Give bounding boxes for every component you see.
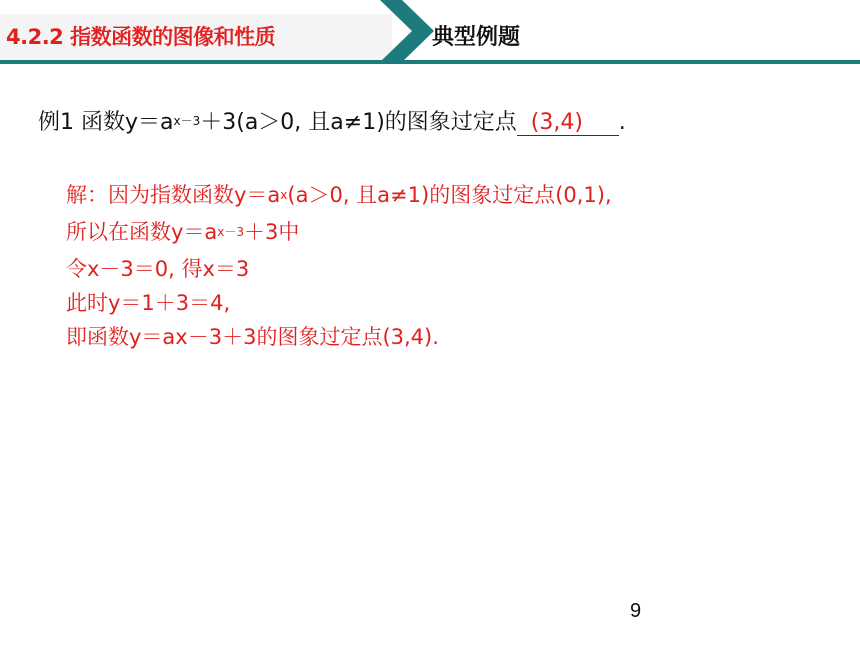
answer-blank: (3,4) — [517, 111, 619, 136]
question-suffix: . — [618, 110, 626, 135]
solution-line-4: 此时y＝1＋3＝4, — [66, 291, 231, 315]
section-title: 4.2.2 指数函数的图像和性质 — [6, 25, 276, 49]
question-exponent: x－3 — [173, 114, 201, 128]
question-middle: ＋3(a＞0, 且a≠1)的图象过定点 — [200, 110, 517, 135]
header-rule — [0, 60, 860, 64]
solution-line-1 — [66, 178, 612, 215]
solution-line-2-b: ＋3中 — [244, 220, 300, 244]
question-prefix: 例1 函数y＝a — [38, 110, 174, 135]
solution-line-2-exp: x－3 — [217, 225, 245, 239]
solution-block — [66, 178, 612, 354]
solution-line-3: 令x－3＝0, 得x＝3 — [66, 257, 250, 281]
solution-line-1-a: 解：因为指数函数y＝a — [66, 183, 281, 207]
section-label: 典型例题 — [432, 25, 521, 50]
example-question — [38, 105, 626, 136]
solution-line-2 — [66, 215, 612, 252]
solution-line-5: 即函数y＝ax－3＋3的图象过定点(3,4). — [66, 325, 439, 349]
slide-header — [0, 0, 860, 70]
solution-line-2-a: 所以在函数y＝a — [66, 220, 218, 244]
page-number: 9 — [630, 600, 642, 622]
solution-line-1-b: (a＞0, 且a≠1)的图象过定点(0,1), — [287, 183, 612, 207]
solution-line-1-exp: x — [280, 188, 288, 202]
